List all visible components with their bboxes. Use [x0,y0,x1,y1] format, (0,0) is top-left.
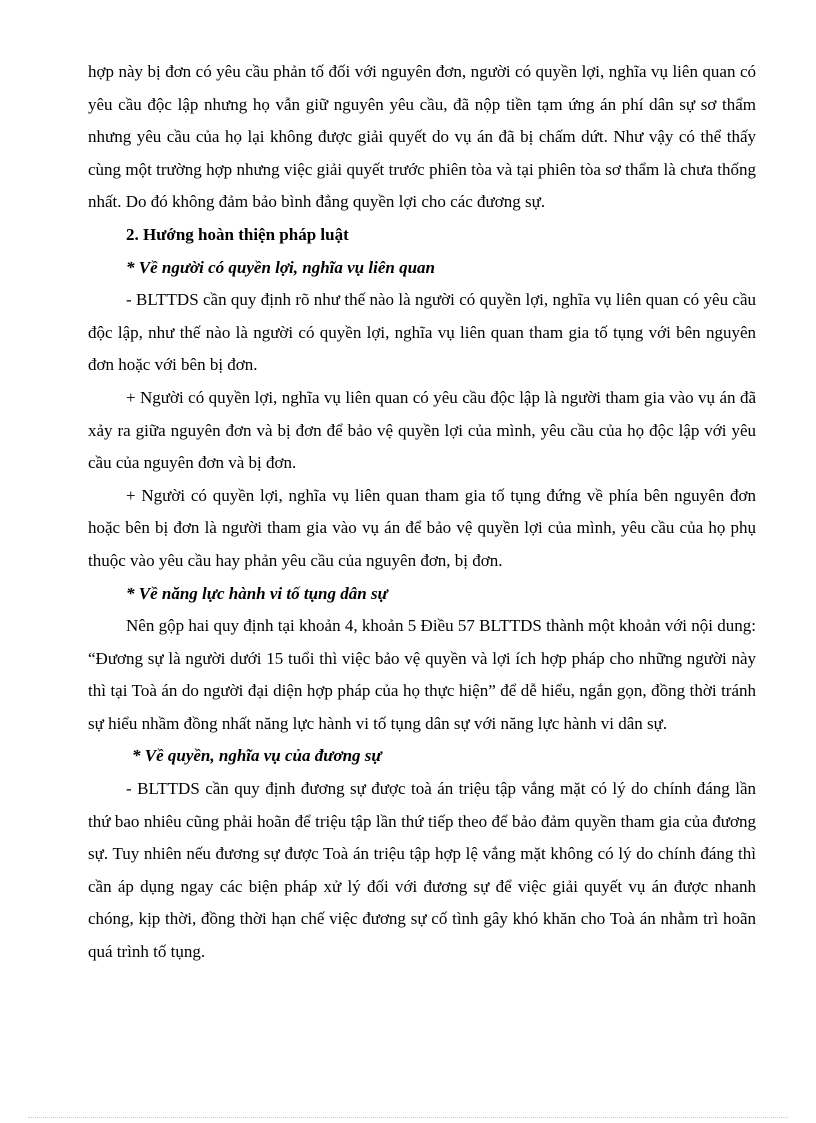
subheading-related-parties: * Về người có quyền lợi, nghĩa vụ liên quan [126,257,435,277]
paragraph-body: Nên gộp hai quy định tại khoản 4, khoản 5 Điều 57 BLTTDS thành một khoản với nội dung: “Đương sự là người dưới 15 tuổi thì việc bảo vệ quyền và lợi ích hợp pháp cho những người này thì tại Toà án do người đại diện hợp pháp của họ thực hiện” để dễ hiểu, ngắn gọn, đồng thời tránh sự hiểu nhầm đồng nhất năng lực hành vi tố tụng dân sự với năng lực hành vi dân sự. [88,616,756,733]
subheading-procedural-capacity: * Về năng lực hành vi tố tụng dân sự [126,583,388,603]
paragraph-body: + Người có quyền lợi, nghĩa vụ liên quan có yêu cầu độc lập là người tham gia vào vụ án đã xảy ra giữa nguyên đơn và bị đơn để bảo vệ quyền lợi của mình, yêu cầu của họ độc lập với yêu cầu của nguyên đơn và bị đơn. [88,387,756,473]
paragraph-body: + Người có quyền lợi, nghĩa vụ liên quan tham gia tố tụng đứng về phía bên nguyên đơn hoặc bên bị đơn là người tham gia vào vụ án để bảo vệ quyền lợi của mình, yêu cầu của họ phụ thuộc vào yêu cầu hay phản yêu cầu của nguyên đơn, bị đơn. [88,485,756,570]
subheading-rights-obligations: * Về quyền, nghĩa vụ của đương sự [132,746,382,766]
paragraph-body: - BLTTDS cần quy định đương sự được toà án triệu tập vắng mặt có lý do chính đáng lần thứ bao nhiêu cũng phải hoãn để triệu tập lần thứ tiếp theo để bảo đảm quyền tham gia của đương sự. Tuy nhiên nếu đương sự được Toà án triệu tập hợp lệ vắng mặt không có lý do chính đáng thì cần áp dụng ngay các biện pháp xử lý đối với đương sự để việc giải quyết vụ án được nhanh chóng, kịp thời, đồng thời hạn chế việc đương sự cố tình gây khó khăn cho Toà án nhằm trì hoãn quá trình tố tụng. [88,779,756,962]
page-bottom-divider [28,1117,788,1118]
document-page [88,56,756,969]
paragraph-body: - BLTTDS cần quy định rõ như thế nào là người có quyền lợi, nghĩa vụ liên quan có yêu cầu độc lập, như thế nào là người có quyền lợi, nghĩa vụ liên quan tham gia tố tụng với bên nguyên đơn hoặc với bên bị đơn. [88,290,756,375]
paragraph-continuation: hợp này bị đơn có yêu cầu phản tố đối với nguyên đơn, người có quyền lợi, nghĩa vụ liên quan có yêu cầu độc lập nhưng họ vẫn giữ nguyên yêu cầu, đã nộp tiền tạm ứng án phí dân sự sơ thẩm nhưng yêu cầu của họ lại không được giải quyết do vụ án đã bị chấm dứt. Như vậy có thể thấy cùng một trường hợp nhưng việc giải quyết trước phiên tòa và tại phiên tòa sơ thẩm là chưa thống nhất. Do đó không đảm bảo bình đẳng quyền lợi cho các đương sự. [88,62,756,212]
section-heading: 2. Hướng hoàn thiện pháp luật [126,224,349,244]
